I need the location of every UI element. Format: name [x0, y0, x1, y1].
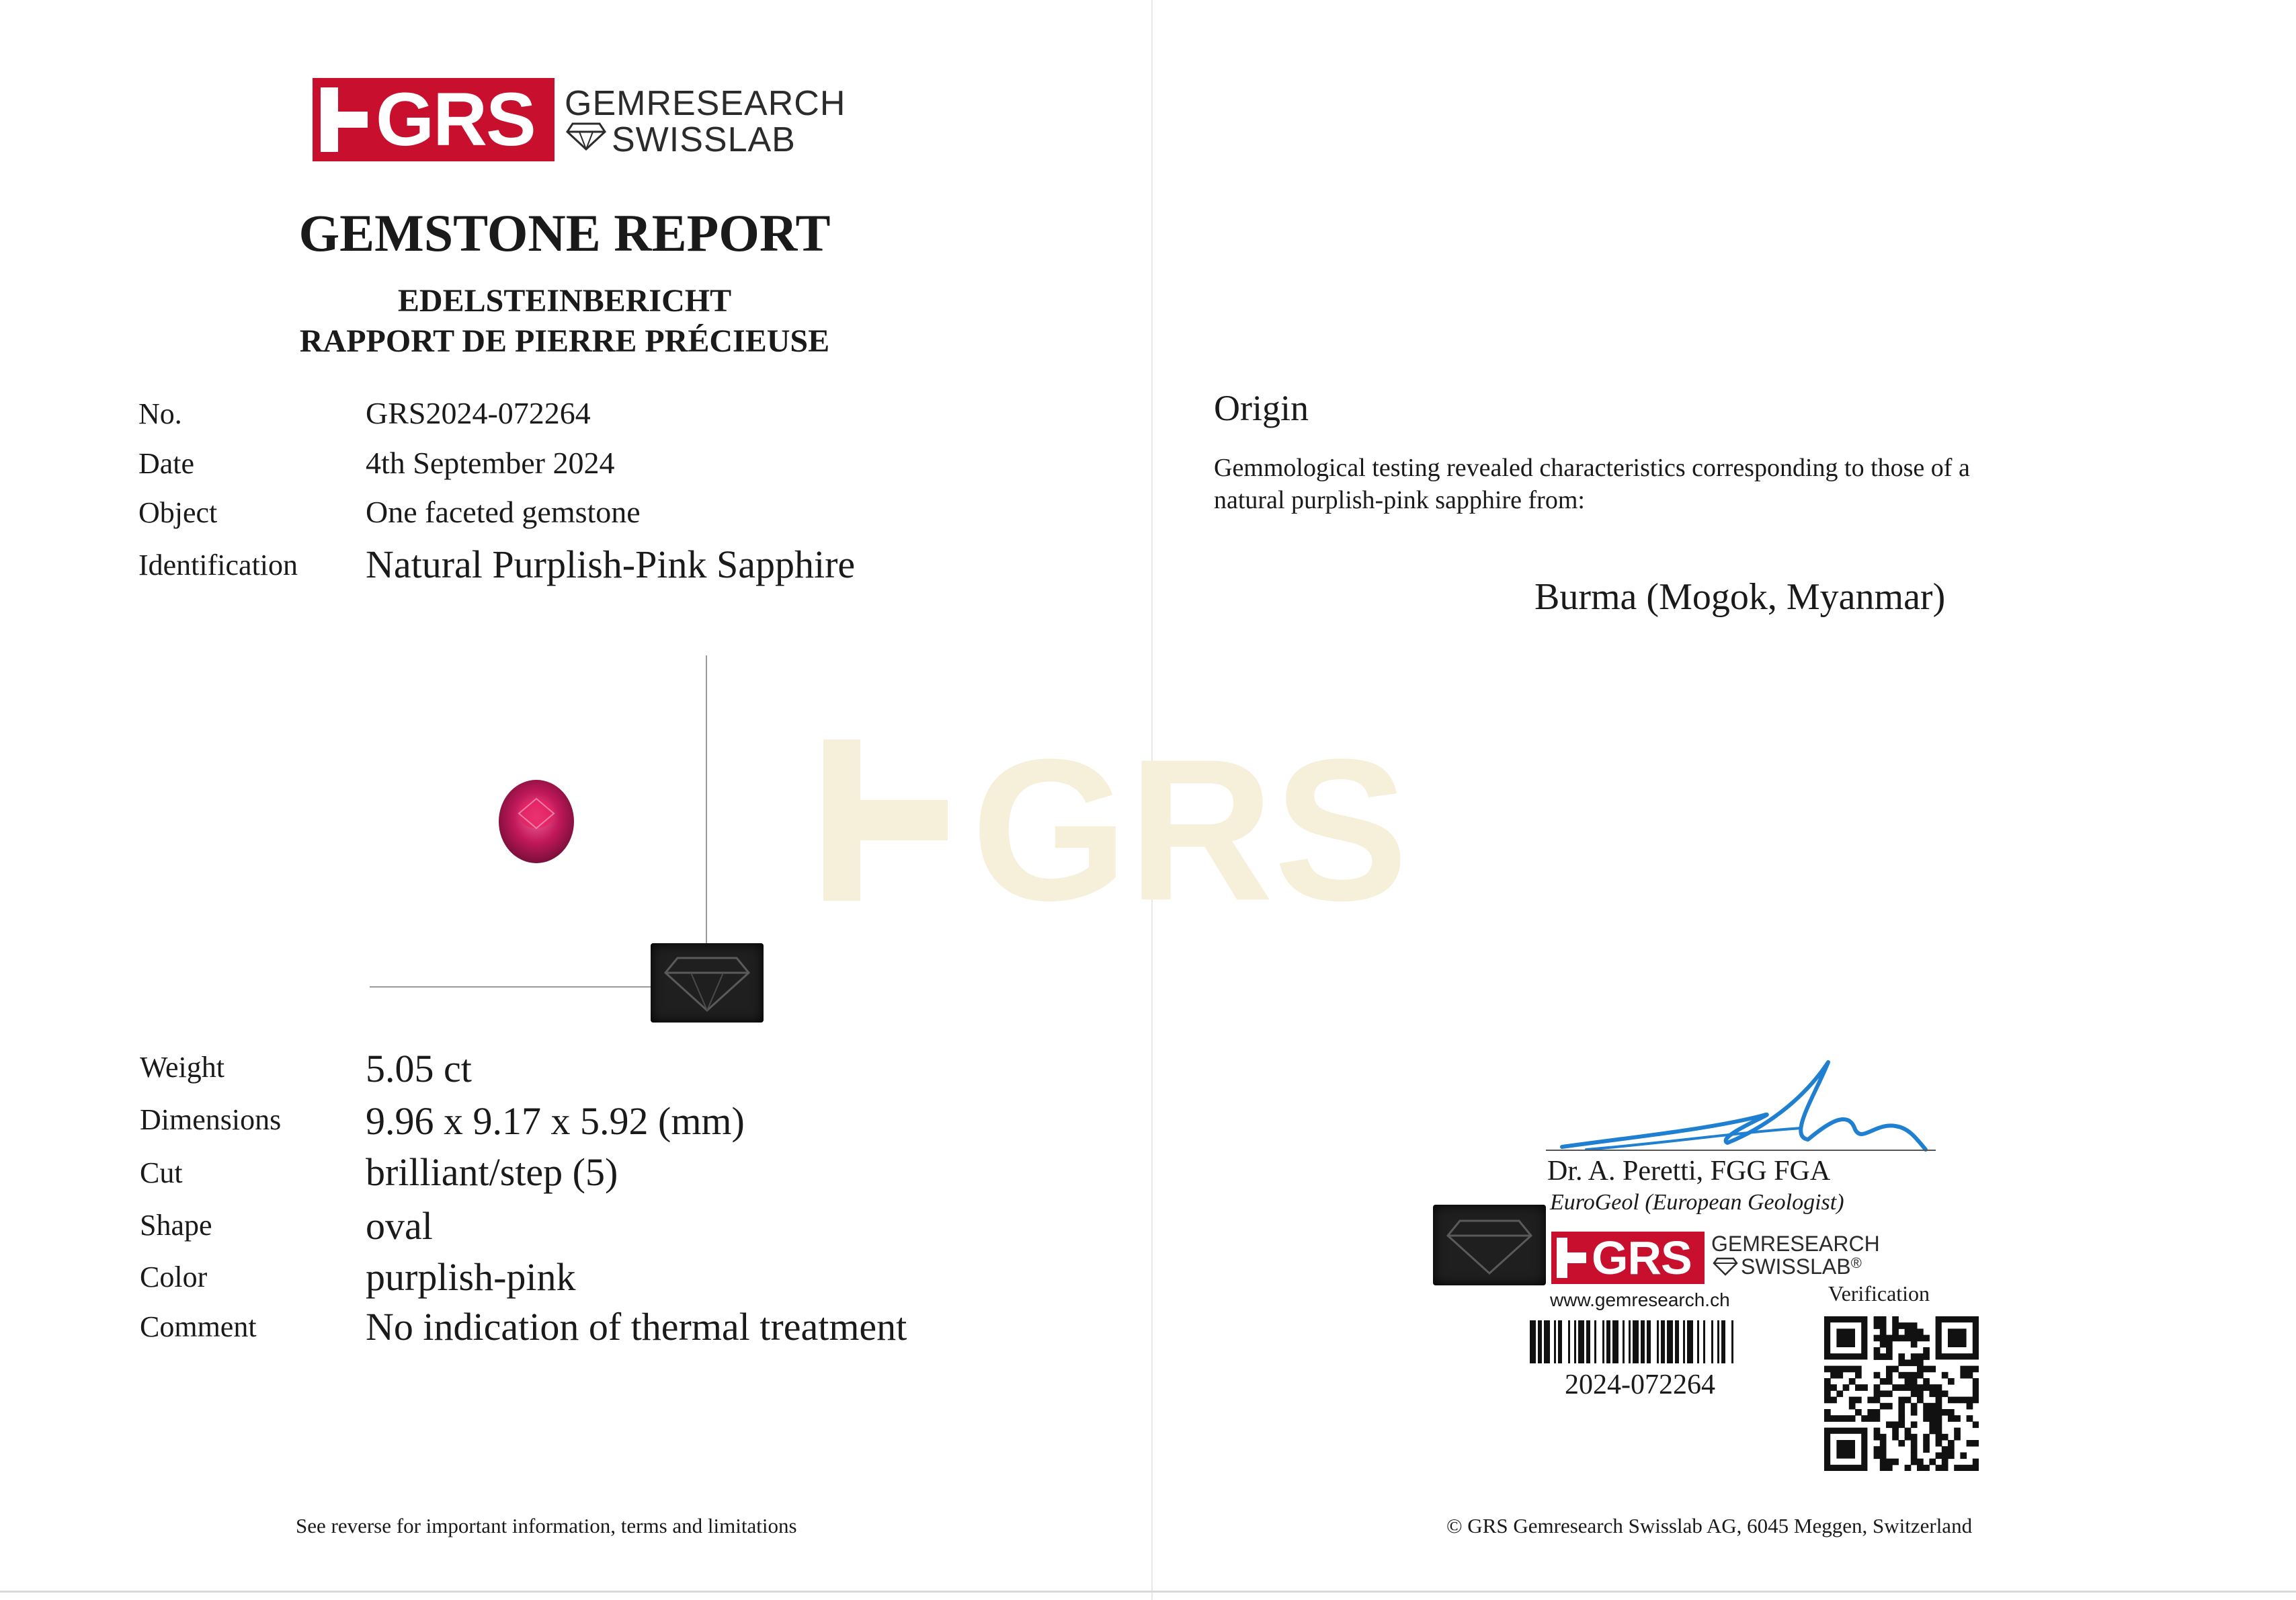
value-number: GRS2024-072264 — [366, 396, 591, 430]
logo-brand: GRS — [376, 77, 535, 161]
origin-value: Burma (Mogok, Myanmar) — [1534, 576, 1946, 618]
label-object: Object — [138, 496, 218, 529]
origin-heading: Origin — [1214, 388, 1309, 428]
signer-name: Dr. A. Peretti, FGG FGA — [1547, 1156, 1831, 1187]
photo-horizontal-line — [370, 986, 652, 988]
stamp-website: www.gemresearch.ch — [1550, 1289, 1730, 1310]
hologram-seal-icon — [651, 943, 764, 1023]
stamp-logo-badge — [1551, 1232, 1705, 1284]
value-shape: oval — [366, 1204, 433, 1248]
label-cut: Cut — [140, 1156, 183, 1189]
origin-text: Gemmological testing revealed characteristics corresponding to those of a natural purplish-pink sapphire from: — [1214, 454, 1970, 514]
stamp-line2 — [1741, 1254, 1862, 1279]
signature-image — [1559, 1049, 1936, 1160]
value-weight: 5.05 ct — [366, 1047, 472, 1090]
photo-vertical-line — [706, 655, 707, 945]
label-identification: Identification — [138, 549, 298, 582]
value-dimensions: 9.96 x 9.17 x 5.92 (mm) — [366, 1099, 745, 1143]
gemstone-image — [497, 778, 575, 868]
logo-line2: SWISSLAB — [612, 120, 796, 159]
logo-line1: GEMRESEARCH — [565, 84, 846, 123]
barcode-icon — [1530, 1320, 1778, 1367]
value-color: purplish-pink — [366, 1255, 576, 1299]
svg-text:GRS: GRS — [971, 726, 1409, 914]
report-title: GEMSTONE REPORT — [298, 204, 831, 262]
footer-note-left: See reverse for important information, terms and limitations — [296, 1514, 797, 1537]
stamp-brand: GRS — [1592, 1232, 1692, 1284]
diamond-icon — [566, 122, 606, 154]
stamp-line2-text: SWISSLAB — [1741, 1254, 1851, 1279]
qr-code-icon[interactable] — [1824, 1316, 1979, 1474]
stamp-registered: ® — [1850, 1254, 1862, 1271]
grs-watermark — [817, 726, 1435, 914]
stamp-hologram-seal-icon — [1433, 1205, 1546, 1285]
signer-title: EuroGeol (European Geologist) — [1550, 1190, 1844, 1215]
stamp-diamond-icon — [1713, 1257, 1738, 1279]
label-number: No. — [138, 397, 182, 430]
barcode-number: 2024-072264 — [1565, 1369, 1715, 1400]
value-identification: Natural Purplish-Pink Sapphire — [366, 543, 856, 586]
label-comment: Comment — [140, 1310, 257, 1343]
label-date: Date — [138, 447, 195, 480]
value-object: One faceted gemstone — [366, 495, 641, 529]
verification-label: Verification — [1828, 1281, 1930, 1306]
bottom-edge — [0, 1591, 2296, 1593]
label-dimensions: Dimensions — [140, 1103, 282, 1136]
value-comment: No indication of thermal treatment — [366, 1305, 907, 1349]
label-shape: Shape — [140, 1209, 212, 1242]
footer-note-right: © GRS Gemresearch Swisslab AG, 6045 Meggen, Switzerland — [1446, 1514, 1973, 1537]
signature-line — [1546, 1150, 1936, 1151]
label-color: Color — [140, 1261, 208, 1293]
swiss-cross-icon — [321, 87, 368, 152]
label-weight: Weight — [140, 1051, 224, 1084]
stamp-line1: GEMRESEARCH — [1711, 1232, 1880, 1256]
value-date: 4th September 2024 — [366, 446, 615, 480]
value-cut: brilliant/step (5) — [366, 1150, 618, 1194]
report-subtitle-fr: RAPPORT DE PIERRE PRÉCIEUSE — [299, 323, 830, 359]
stamp-swiss-cross-icon — [1557, 1238, 1586, 1278]
grs-logo-badge — [313, 78, 555, 161]
report-subtitle-de: EDELSTEINBERICHT — [397, 283, 732, 319]
